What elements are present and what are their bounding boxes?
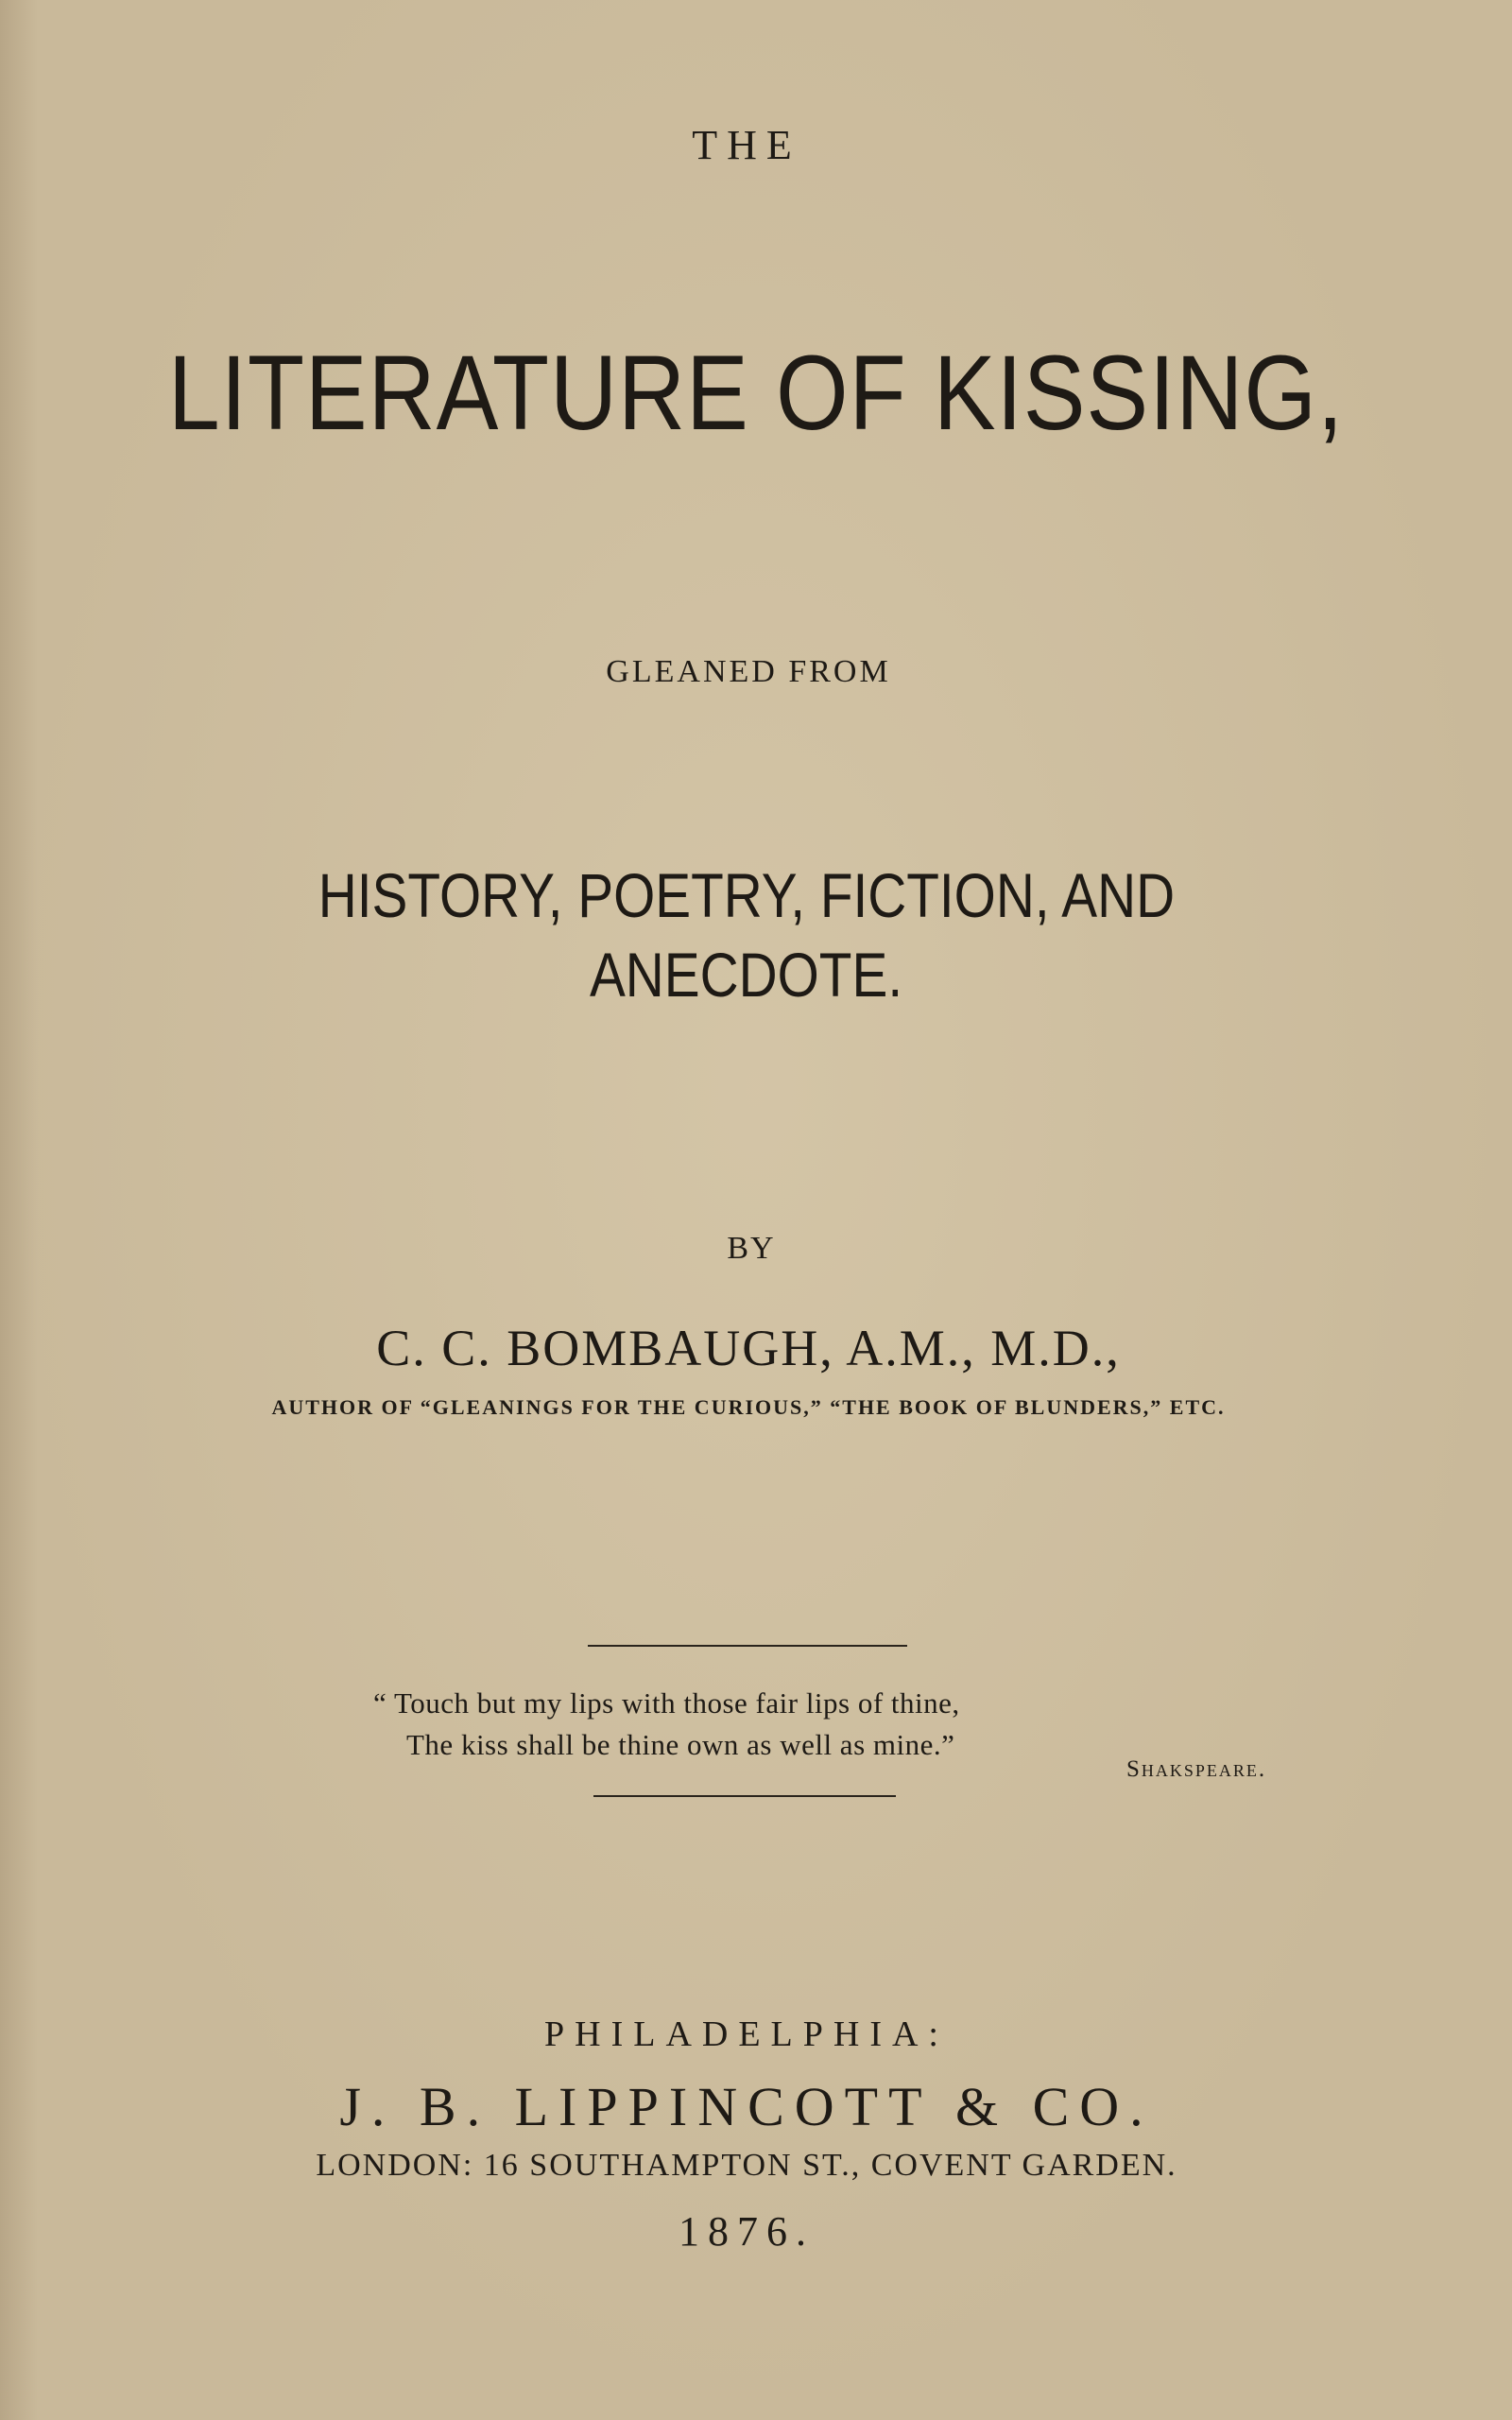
by-label: BY xyxy=(727,1231,776,1266)
epigraph-rule-top xyxy=(588,1645,907,1647)
epigraph-attribution: Shakspeare. xyxy=(1126,1756,1267,1782)
epigraph-line-1: “ Touch but my lips with those fair lips of thine, xyxy=(373,1686,960,1720)
subtitle-line-2: ANECDOTE. xyxy=(590,940,903,1010)
title-article: THE xyxy=(692,122,801,168)
book-title xyxy=(88,334,1424,452)
imprint-publisher: J. B. LIPPINCOTT & CO. xyxy=(339,2076,1154,2137)
imprint-city: PHILADELPHIA: xyxy=(544,2014,949,2054)
subtitle xyxy=(180,856,1314,1014)
gleaned-from-label: GLEANED FROM xyxy=(606,654,891,689)
epigraph-line-2: The kiss shall be thine own as well as mine.” xyxy=(406,1728,955,1761)
epigraph-rule-bottom xyxy=(593,1795,896,1797)
imprint-london-address: LONDON: 16 SOUTHAMPTON ST., COVENT GARDEN. xyxy=(316,2148,1177,2183)
imprint-year: 1876. xyxy=(679,2208,815,2255)
author-credits: AUTHOR OF “GLEANINGS FOR THE CURIOUS,” “THE BOOK OF BLUNDERS,” ETC. xyxy=(271,1395,1226,1419)
author-name: C. C. BOMBAUGH, A.M., M.D., xyxy=(376,1320,1121,1376)
epigraph xyxy=(373,1683,1148,1766)
book-title-text: LITERATURE OF KISSING, xyxy=(167,334,1345,452)
subtitle-line-1: HISTORY, POETRY, FICTION, AND xyxy=(318,860,1176,930)
